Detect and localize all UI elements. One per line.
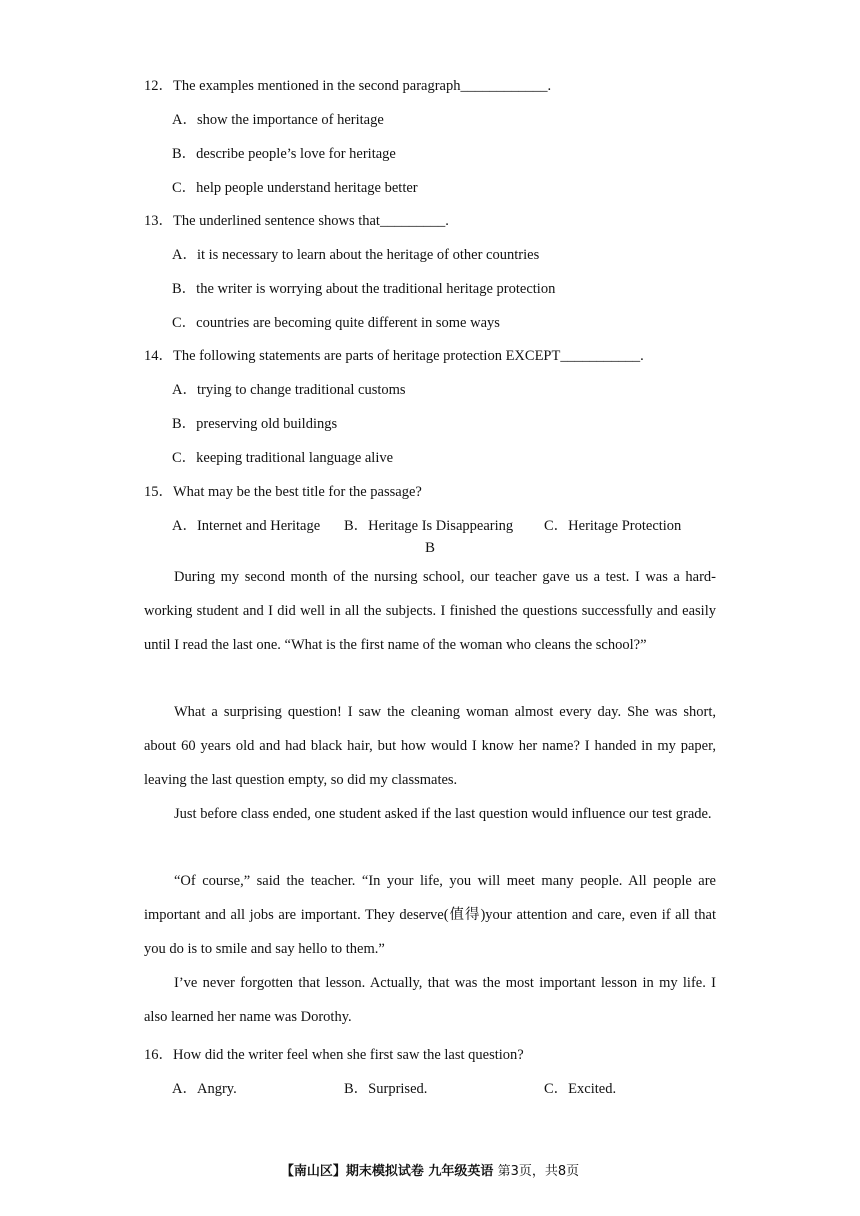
question-12-stem: 12．The examples mentioned in the second paragraph____________.	[144, 78, 552, 94]
passage-paragraph-1-text: During my second month of the nursing school, our teacher gave us a test. I was a hard-working student and I did well in all the subjects. I finished the questions successfully and easily until I read the last one. “What is the first name of the woman who cleans the school?”	[144, 569, 716, 653]
question-13-option-a: A．it is necessary to learn about the heritage of other countries	[172, 247, 540, 263]
question-14-option-b: B．preserving old buildings	[172, 416, 338, 432]
passage-paragraph-4-text: “Of course,” said the teacher. “In your life, you will meet many people. All people are important and all jobs are important. They deserve(值得)your attention and care, even if all that you do is to smile and say hello to them.”	[144, 873, 716, 957]
passage-paragraph-2-text: What a surprising question! I saw the cleaning woman almost every day. She was short, about 60 years old and had black hair, but how would I know her name? I handed in my paper, leaving the last question empty, so did my classmates.	[144, 704, 716, 788]
question-15-option-c: C．Heritage Protection	[544, 518, 682, 534]
question-13-option-b: B．the writer is worrying about the traditional heritage protection	[172, 281, 556, 297]
footer-exam-title: 【南山区】期末模拟试卷 九年级英语	[280, 1164, 494, 1179]
page-footer	[0, 1160, 860, 1179]
question-15-option-a: A．Internet and Heritage	[172, 518, 321, 534]
question-12-option-a: A．show the importance of heritage	[172, 112, 384, 128]
passage-paragraph-4	[144, 865, 716, 966]
passage-paragraph-1	[144, 561, 716, 662]
question-16-option-c: C．Excited.	[544, 1081, 617, 1097]
question-13-stem: 13．The underlined sentence shows that_________.	[144, 213, 449, 229]
question-13-option-c: C．countries are becoming quite different in some ways	[172, 315, 500, 331]
passage-paragraph-3-text: Just before class ended, one student asked if the last question would influence our test grade.	[174, 806, 712, 822]
passage-paragraph-2	[144, 696, 716, 797]
footer-page-number: 第3页，共8页	[497, 1164, 580, 1179]
question-16-option-a: A．Angry.	[172, 1081, 237, 1097]
question-12-option-b: B．describe people’s love for heritage	[172, 146, 396, 162]
question-16-option-b: B．Surprised.	[344, 1081, 428, 1097]
question-16-stem: 16．How did the writer feel when she first saw the last question?	[144, 1047, 524, 1063]
passage-paragraph-5	[144, 967, 716, 1035]
question-14-option-a: A．trying to change traditional customs	[172, 382, 406, 398]
question-14-stem: 14．The following statements are parts of heritage protection EXCEPT___________.	[144, 348, 644, 364]
question-15-stem: 15．What may be the best title for the passage?	[144, 484, 422, 500]
passage-paragraph-3	[144, 798, 716, 832]
section-title: B	[424, 540, 435, 556]
question-12-option-c: C．help people understand heritage better	[172, 180, 418, 196]
question-14-option-c: C．keeping traditional language alive	[172, 450, 394, 466]
question-15-option-b: B．Heritage Is Disappearing	[344, 518, 514, 534]
passage-paragraph-5-text: I’ve never forgotten that lesson. Actually, that was the most important lesson in my life. I also learned her name was Dorothy.	[144, 975, 716, 1025]
